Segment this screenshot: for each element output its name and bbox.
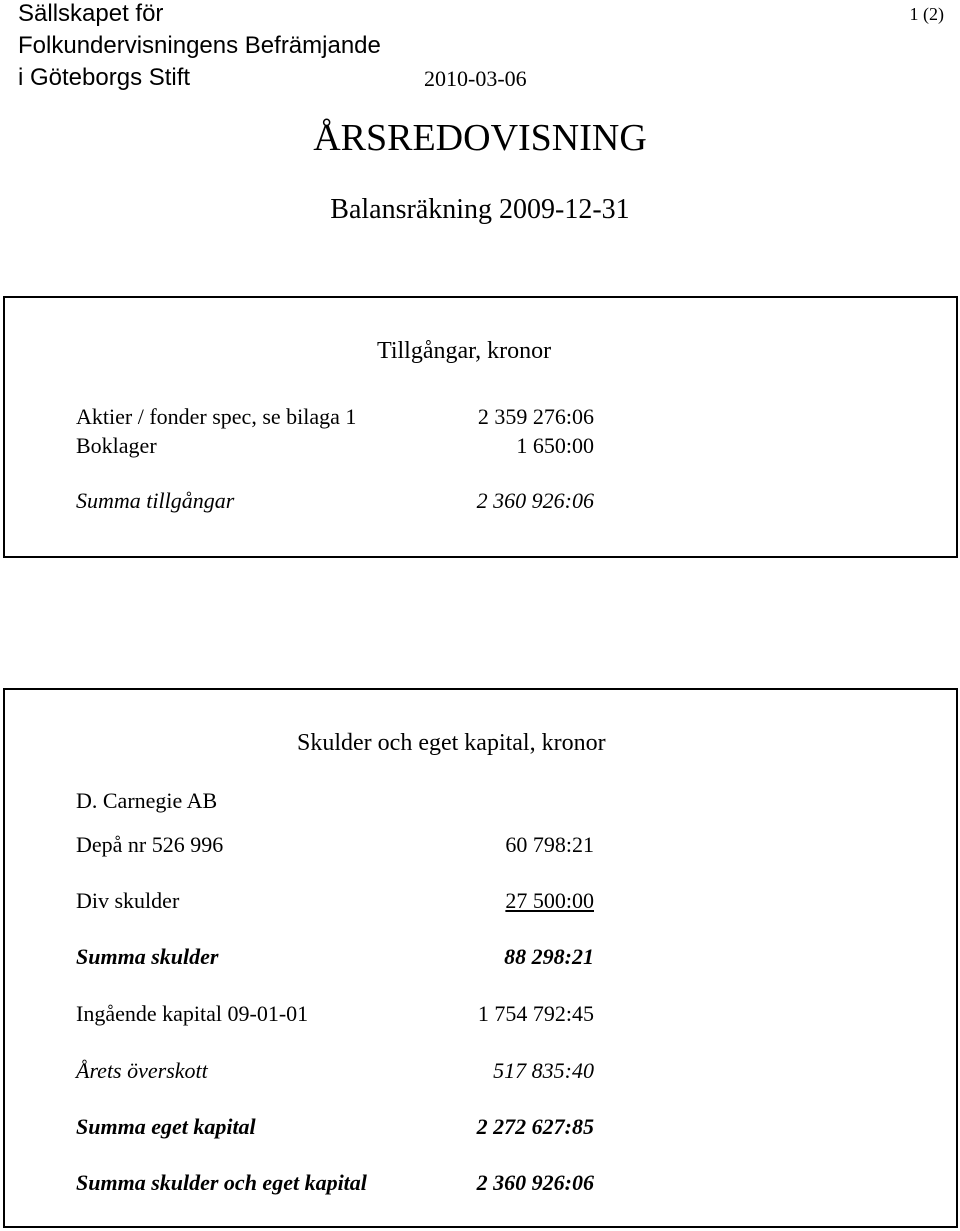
page-subtitle: Balansräkning 2009-12-31 [330,194,630,225]
grand-total-label: Summa skulder och eget kapital [76,1170,367,1195]
assets-row-label: Aktier / fonder spec, se bilaga 1 [76,404,357,429]
misc-debts-value: 27 500:00 [505,888,594,913]
assets-row-value: 1 650:00 [516,433,594,458]
assets-total-label: Summa tillgångar [76,488,235,513]
assets-total-value: 2 360 926:06 [476,488,594,513]
opening-capital-label: Ingående kapital 09-01-01 [76,1001,309,1026]
assets-box [3,296,958,558]
page-number: 1 (2) [909,4,944,24]
depot-value: 60 798:21 [505,832,594,857]
surplus-label: Årets överskott [76,1058,208,1083]
document-date: 2010-03-06 [424,66,527,91]
org-name-line-2: Folkundervisningens Befrämjande [18,32,381,59]
org-name-line-3: i Göteborgs Stift [18,64,191,91]
page-title: ÅRSREDOVISNING [313,117,647,159]
sum-debts-value: 88 298:21 [504,944,594,969]
bank-name: D. Carnegie AB [76,788,218,813]
sum-equity-value: 2 272 627:85 [476,1114,594,1139]
org-name-line-1: Sällskapet för [18,0,164,27]
opening-capital-value: 1 754 792:45 [477,1001,594,1026]
sum-equity-label: Summa eget kapital [76,1114,256,1139]
liabilities-heading: Skulder och eget kapital, kronor [297,730,606,756]
assets-row-value: 2 359 276:06 [477,404,594,429]
sum-debts-label: Summa skulder [76,944,219,969]
surplus-value: 517 835:40 [493,1058,594,1083]
assets-heading: Tillgångar, kronor [377,338,552,364]
assets-row-label: Boklager [76,433,157,458]
misc-debts-label: Div skulder [76,888,180,913]
depot-label: Depå nr 526 996 [76,832,224,857]
grand-total-value: 2 360 926:06 [476,1170,594,1195]
liabilities-box [3,688,958,1228]
